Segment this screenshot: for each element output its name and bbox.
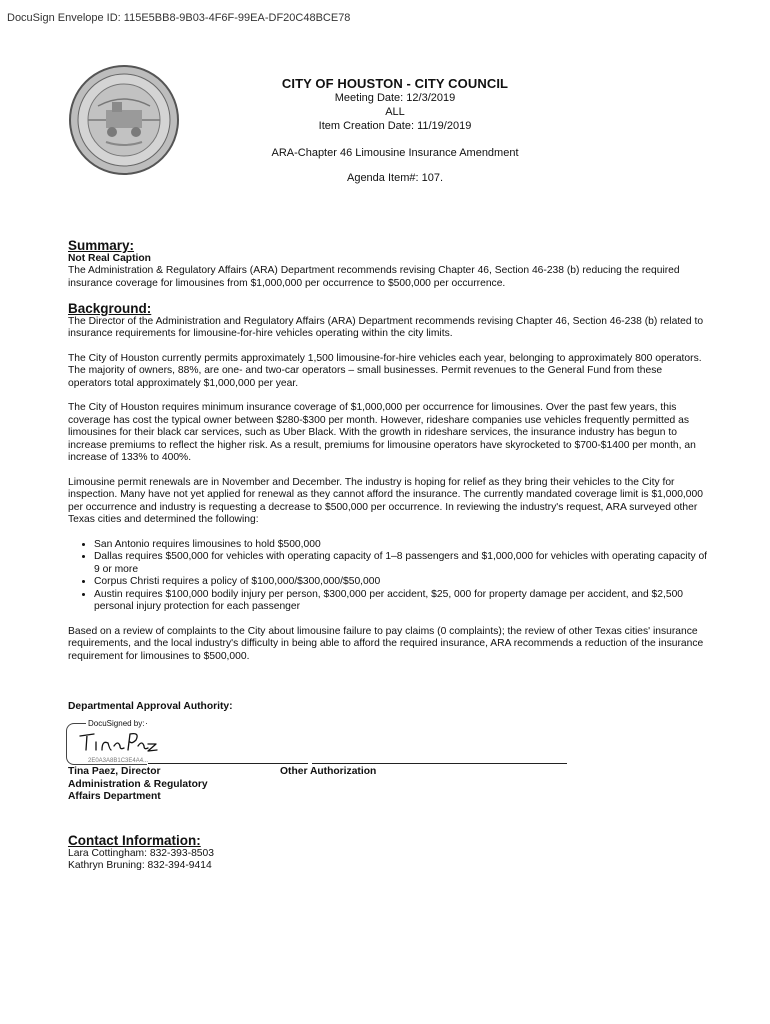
summary-text: The Administration & Regulatory Affairs (ARA) Department recommends revising Chapter 46, Section 46-238 (b) reducing the required insurance coverage for limousines from $1,000,000 per occurrence to $500,000 per occurrence.	[68, 265, 680, 289]
signer-name: Tina Paez, Director	[68, 766, 161, 777]
docusign-envelope-id: DocuSign Envelope ID: 115E5BB8-9B03-4F6F-99EA-DF20C48BCE78	[7, 12, 351, 24]
contact-line: Kathryn Bruning: 832-394-9414	[68, 860, 212, 871]
council-title: CITY OF HOUSTON - CITY COUNCIL	[281, 76, 509, 91]
list-item: • Austin requires $100,000 bodily injury per person, $300,000 per accident, $25, 000 for property damage per accident, and $2,500 personal injury protection for each passenger	[94, 589, 708, 614]
background-heading: Background:	[68, 301, 152, 316]
contact-heading: Contact Information:	[68, 833, 201, 848]
background-paragraph: The City of Houston requires minimum insurance coverage of $1,000,000 per occurrence for limousines. Over the past few years, this coverage has cost the typical owner between $280-$300 per month. However, rideshare companies use vehicles frequently permitted as limousines for their black car services, such as Uber Black. With the growth in rideshare services, the insurance industry has begun to increase premiums to reflect the higher risk. As a result, premiums for limousine operators have skyrocketed to $700-$1400 per month, an increase of 133% to 400%.	[68, 402, 696, 463]
agenda-item: Agenda Item#: 107.	[346, 172, 443, 184]
district: ALL	[385, 106, 405, 118]
other-authorization-label: Other Authorization	[280, 766, 377, 777]
contact-line: Lara Cottingham: 832-393-8503	[68, 847, 214, 859]
approval-heading: Departmental Approval Authority:	[68, 701, 233, 712]
docusigned-by-label: DocuSigned by:	[88, 719, 145, 728]
signature-line	[148, 763, 308, 764]
background-section	[68, 303, 708, 663]
background-paragraph: The Director of the Administration and Regulatory Affairs (ARA) Department recommends revising Chapter 46, Section 46-238 (b) related to insurance requirements for limousine-for-hire vehicles operating within the city limits.	[68, 315, 704, 339]
texas-cities-list	[68, 539, 708, 614]
list-item: • Corpus Christi requires a policy of $100,000/$300,000/$50,000	[94, 576, 708, 589]
handwritten-signature	[78, 728, 158, 754]
background-closing: Based on a review of complaints to the City about limousine failure to pay claims (0 complaints); the review of other Texas cities' insurance requirements, and the local industry's difficulty in being able to afford the required insurance, ARA recommends a reduction of the insurance requirement for limousines to $500,000.	[68, 625, 704, 662]
other-authorization-line	[312, 763, 567, 764]
city-of-houston-seal	[68, 64, 180, 176]
summary-heading: Summary:	[68, 238, 135, 253]
signer-department: Affairs Department	[68, 791, 161, 802]
document-header	[220, 76, 570, 184]
signature-id: 2E0A3A8B1C3E4A4...	[88, 758, 149, 764]
meeting-date: Meeting Date: 12/3/2019	[334, 92, 456, 104]
summary-section	[68, 240, 708, 290]
list-item: • Dallas requires $500,000 for vehicles with operating capacity of 1–8 passengers and $1,000,000 for vehicles with operating capacity of 9 or more	[94, 551, 708, 576]
signer-block	[68, 766, 288, 804]
item-subject: ARA-Chapter 46 Limousine Insurance Amendment	[271, 147, 519, 159]
list-item: • San Antonio requires limousines to hold $500,000	[94, 539, 708, 552]
item-creation-date: Item Creation Date: 11/19/2019	[318, 120, 472, 132]
caption-label: Not Real Caption	[68, 252, 151, 264]
background-paragraph: Limousine permit renewals are in November and December. The industry is hoping for relief as they bring their vehicles to the City for inspection. Many have not yet applied for renewal as they cannot afford the insurance. The currently mandated coverage limit is $1,000,000 per occurrence and industry is requesting a decrease to $500,000 per occurrence. In reviewing the industry's request, ARA surveyed other Texas cities and determined the following:	[68, 476, 703, 525]
contact-section	[68, 835, 708, 873]
background-paragraph: The City of Houston currently permits approximately 1,500 limousine-for-hire vehicles each year, belonging to approximately 800 operators. The majority of owners, 88%, are one- and two-car operators – small businesses. Permit revenues to the General Fund from these operators total approximately $1,000,000 per year.	[68, 352, 702, 389]
signer-department: Administration & Regulatory	[68, 778, 208, 790]
